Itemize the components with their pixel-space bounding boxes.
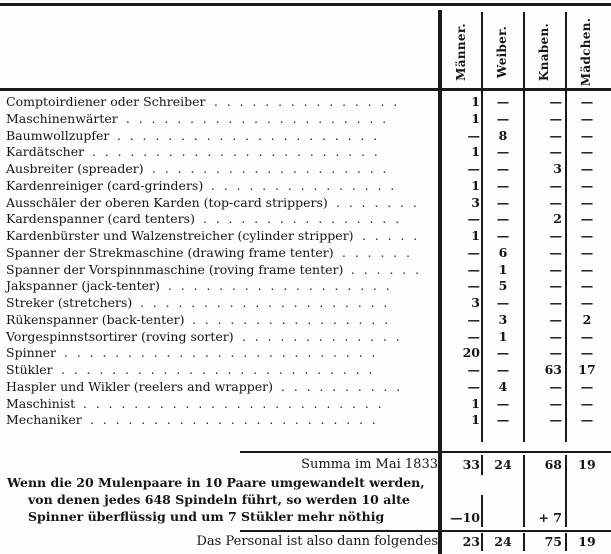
cell-maenner: — [467, 328, 480, 344]
table-row [6, 412, 606, 429]
table-row [6, 278, 606, 295]
row-label: Spinner [6, 345, 57, 361]
table-row [6, 228, 606, 245]
cell-maedchen: — [580, 177, 594, 193]
cell-weiber: 3 [498, 311, 508, 327]
cell-maedchen: — [580, 161, 594, 176]
leader-dots: ........................ [83, 396, 391, 411]
table-row [6, 295, 606, 312]
table-row [6, 245, 606, 262]
cell-knaben: — [549, 94, 562, 109]
cell-weiber: — [496, 177, 510, 193]
cell-maedchen: — [580, 194, 594, 210]
row-label: Kardätscher [6, 144, 85, 160]
cell-knaben: — [549, 395, 562, 411]
note-line-2: von denen jedes 648 Spindeln führt, so werden 10 alte [28, 492, 410, 507]
leader-dots: ....... [336, 195, 426, 210]
column-header-text: Männer. [454, 23, 468, 81]
summa-weiber: 24 [494, 457, 512, 472]
cell-weiber: — [496, 211, 510, 227]
total-maenner: 23 [462, 534, 480, 549]
row-label: Jakspanner (jack-tenter) [6, 278, 160, 294]
row-label: Kardenspanner (card tenters) [6, 211, 195, 227]
row-label: Mechaniker [6, 412, 82, 428]
summa-label: Summa im Mai 1833 [301, 457, 438, 472]
note-maenner: —10 [450, 510, 480, 525]
total-label: Das Personal ist also dann folgendes [196, 534, 438, 549]
row-label: Kardenbürster und Walzenstreicher (cylinder stripper) [6, 228, 354, 243]
row-label: Kardenreiniger (card-grinders) [6, 177, 204, 193]
cell-weiber: 6 [498, 244, 508, 260]
cell-weiber: 1 [498, 261, 508, 277]
row-label: Ausbreiter (spreader) [6, 161, 144, 176]
table-row [6, 195, 606, 212]
cell-maenner: — [467, 378, 480, 394]
note-knaben: + 7 [538, 510, 562, 525]
cell-knaben: — [549, 110, 562, 126]
cell-maedchen: — [580, 228, 594, 243]
cell-maedchen: — [580, 110, 594, 126]
cell-maedchen: — [580, 244, 594, 260]
row-label: Haspler und Wikler (reelers and wrapper) [6, 378, 273, 394]
cell-maedchen: — [580, 378, 594, 394]
table-row [6, 312, 606, 329]
note-line-1: Wenn die 20 Mulenpaare in 10 Paare umgewandelt werden, [7, 475, 425, 490]
cell-weiber: — [496, 345, 510, 361]
cell-weiber: 4 [498, 378, 508, 394]
cell-knaben: — [549, 194, 562, 210]
leader-dots: .................... [140, 296, 397, 310]
cell-maenner: — [467, 244, 480, 260]
cell-maedchen: — [580, 328, 594, 344]
summa-top-rule [240, 451, 611, 453]
cell-maenner: 1 [471, 412, 480, 428]
summa-maenner: 33 [462, 457, 480, 472]
cell-knaben: — [549, 244, 562, 260]
note-adjustment-row [6, 510, 606, 527]
cell-maedchen: — [580, 144, 594, 160]
leader-dots: ....................... [92, 145, 387, 160]
total-maedchen: 19 [578, 534, 596, 549]
cell-maedchen: — [580, 261, 594, 277]
leader-dots: ......................... [64, 346, 385, 361]
cell-weiber: — [496, 295, 510, 310]
cell-maenner: — [467, 362, 480, 377]
row-label: Maschinenwärter [6, 110, 118, 126]
cell-maenner: 1 [471, 144, 480, 160]
cell-knaben: 63 [544, 362, 562, 377]
cell-maenner: 1 [471, 395, 480, 411]
cell-knaben: — [549, 127, 562, 143]
leader-dots: ......................... [61, 363, 382, 377]
row-label: Ausschäler der oberen Karden (top-card strippers) [6, 194, 328, 210]
row-label: Spanner der Vorspinnmaschine (roving frame tenter) [6, 261, 344, 277]
cell-maenner: 1 [471, 110, 480, 126]
cell-maedchen: — [580, 345, 594, 361]
cell-knaben: — [549, 328, 562, 344]
row-label: Spanner der Strekmaschine (drawing frame tenter) [6, 244, 334, 260]
table-row [6, 329, 606, 346]
cell-knaben: — [549, 228, 562, 243]
leader-dots: ..................... [126, 111, 396, 126]
leader-dots: ................ [203, 212, 409, 227]
leader-dots: ............. [242, 329, 409, 344]
cell-maenner: 1 [471, 94, 480, 109]
summa-maedchen: 19 [578, 457, 596, 472]
cell-knaben: — [549, 261, 562, 277]
column-header-text: Weiber. [495, 25, 509, 79]
cell-knaben: — [549, 311, 562, 327]
leader-dots: .......... [281, 379, 410, 394]
table-row [6, 111, 606, 128]
cell-weiber: — [496, 395, 510, 411]
total-row [6, 534, 606, 551]
row-label: Comptoirdiener oder Schreiber [6, 94, 206, 109]
cell-maenner: 1 [471, 177, 480, 193]
cell-knaben: — [549, 144, 562, 160]
cell-knaben: — [549, 345, 562, 361]
cell-maedchen: — [580, 295, 594, 310]
top-rule [0, 3, 611, 6]
cell-knaben: — [549, 378, 562, 394]
table-row [6, 345, 606, 362]
cell-maedchen: — [580, 94, 594, 109]
cell-knaben: — [549, 295, 562, 310]
cell-maenner: 3 [471, 295, 480, 310]
cell-knaben: 3 [553, 161, 562, 176]
table-row [6, 379, 606, 396]
cell-maedchen: — [580, 211, 594, 227]
cell-maenner: — [467, 261, 480, 277]
cell-weiber: — [496, 194, 510, 210]
cell-knaben: 2 [553, 211, 562, 227]
row-label: Stükler [6, 362, 53, 377]
cell-knaben: — [549, 278, 562, 294]
leader-dots: ................... [152, 162, 396, 176]
cell-weiber: — [496, 110, 510, 126]
table-row [6, 178, 606, 195]
leader-dots: ...... [351, 262, 428, 277]
cell-weiber: 5 [498, 278, 508, 294]
total-top-rule [240, 530, 611, 532]
leader-dots: ...... [342, 245, 419, 260]
cell-weiber: — [496, 362, 510, 377]
cell-maenner: — [467, 127, 480, 143]
table-row [6, 94, 606, 111]
cell-weiber: 8 [498, 127, 508, 143]
total-knaben: 75 [544, 534, 562, 549]
cell-maedchen: 2 [582, 311, 592, 327]
table-row [6, 128, 606, 145]
column-header-weiber [482, 22, 522, 82]
table-row [6, 211, 606, 228]
table-row [6, 144, 606, 161]
leader-dots: ..................... [117, 128, 387, 143]
cell-weiber: 1 [498, 328, 508, 344]
column-header-text: Mädchen. [579, 17, 594, 87]
cell-weiber: — [496, 412, 510, 428]
cell-maedchen: — [580, 127, 594, 143]
leader-dots: .................. [168, 279, 399, 294]
cell-weiber: — [496, 161, 510, 176]
cell-maenner: 1 [471, 228, 480, 243]
note-line-3: Spinner überflüssig und um 7 Stükler mehr nöthig [28, 509, 385, 524]
leader-dots: ..... [362, 229, 427, 243]
column-header-maedchen [566, 17, 606, 87]
cell-weiber: — [496, 144, 510, 160]
cell-maenner: — [467, 311, 480, 327]
header-bottom-rule [0, 88, 611, 91]
leader-dots: ....................... [90, 413, 385, 428]
column-header-knaben [524, 22, 564, 82]
column-header-text: Knaben. [537, 23, 551, 81]
cell-maedchen: — [580, 412, 594, 428]
summa-knaben: 68 [544, 457, 562, 472]
leader-dots: ................ [192, 312, 398, 327]
cell-weiber: — [496, 94, 510, 109]
row-label: Baumwollzupfer [6, 127, 110, 143]
total-weiber: 24 [494, 534, 512, 549]
cell-weiber: — [496, 228, 510, 243]
table-row [6, 362, 606, 379]
cell-maedchen: 17 [578, 362, 596, 377]
cell-maenner: — [467, 211, 480, 227]
summa-row [6, 457, 606, 474]
cell-maenner: — [467, 278, 480, 294]
cell-knaben: — [549, 177, 562, 193]
cell-maenner: 3 [471, 194, 480, 210]
table-row [6, 161, 606, 178]
cell-maenner: 20 [462, 345, 480, 361]
cell-maenner: — [467, 161, 480, 176]
cell-maedchen: — [580, 278, 594, 294]
row-label: Rükenspanner (back-tenter) [6, 311, 185, 327]
cell-knaben: — [549, 412, 562, 428]
row-label: Maschinist [6, 395, 76, 411]
table-row [6, 396, 606, 413]
row-label: Vorgespinnstsortirer (roving sorter) [6, 328, 234, 344]
leader-dots: ............... [214, 95, 407, 109]
row-label: Streker (stretchers) [6, 295, 133, 310]
cell-maedchen: — [580, 395, 594, 411]
table-row [6, 262, 606, 279]
column-header-maenner [441, 22, 481, 82]
leader-dots: ............... [211, 178, 404, 193]
